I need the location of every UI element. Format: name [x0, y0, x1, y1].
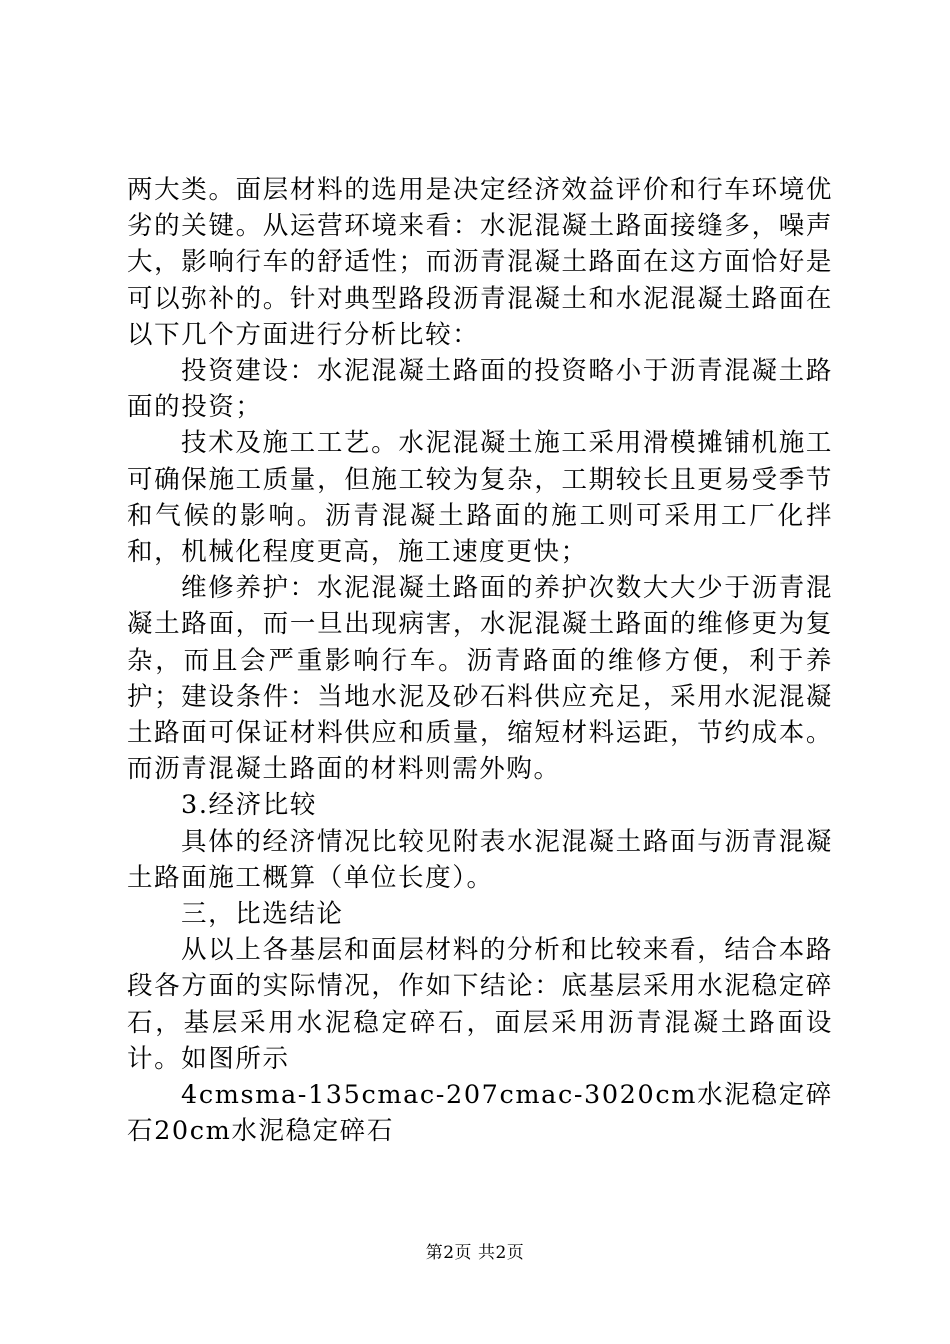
page-number-footer: 第2页 共2页 [425, 1243, 525, 1263]
section-heading-economic-comparison: 3.经济比较 [181, 790, 317, 821]
paragraph-layer-structure: 4cmsma-135cmac-207cmac-3020cm水泥稳定碎石20cm水泥稳定碎石 [127, 1080, 833, 1147]
paragraph-economic-details: 具体的经济情况比较见附表水泥混凝土路面与沥青混凝土路面施工概算（单位长度）。 [127, 826, 833, 893]
paragraph-maintenance: 维修养护：水泥混凝土路面的养护次数大大少于沥青混凝土路面，而一旦出现病害，水泥混凝土路面的维修更为复杂，而且会严重影响行车。沥青路面的维修方便，利于养护；建设条件：当地水泥及砂石料供应充足，采用水泥混凝土路面可保证材料供应和质量，缩短材料运距，节约成本。而沥青混凝土路面的材料则需外购。 [127, 573, 833, 785]
paragraph-continuation: 两大类。面层材料的选用是决定经济效益评价和行车环境优劣的关键。从运营环境来看：水泥混凝土路面接缝多，噪声大，影响行车的舒适性；而沥青混凝土路面在这方面恰好是可以弥补的。针对典型路段沥青混凝土和水泥混凝土路面在以下几个方面进行分析比较： [127, 175, 833, 350]
document-body [127, 172, 833, 1149]
paragraph-construction-technique: 技术及施工工艺。水泥混凝土施工采用滑模摊铺机施工可确保施工质量，但施工较为复杂，工期较长且更易受季节和气候的影响。沥青混凝土路面的施工则可采用工厂化拌和，机械化程度更高，施工速度更快； [127, 428, 833, 568]
section-heading-conclusion: 三，比选结论 [181, 899, 344, 930]
paragraph-investment: 投资建设：水泥混凝土路面的投资略小于沥青混凝土路面的投资； [127, 356, 833, 423]
paragraph-conclusion: 从以上各基层和面层材料的分析和比较来看，结合本路段各方面的实际情况，作如下结论：底基层采用水泥稳定碎石，基层采用水泥稳定碎石，面层采用沥青混凝土路面设计。如图所示 [127, 935, 833, 1074]
